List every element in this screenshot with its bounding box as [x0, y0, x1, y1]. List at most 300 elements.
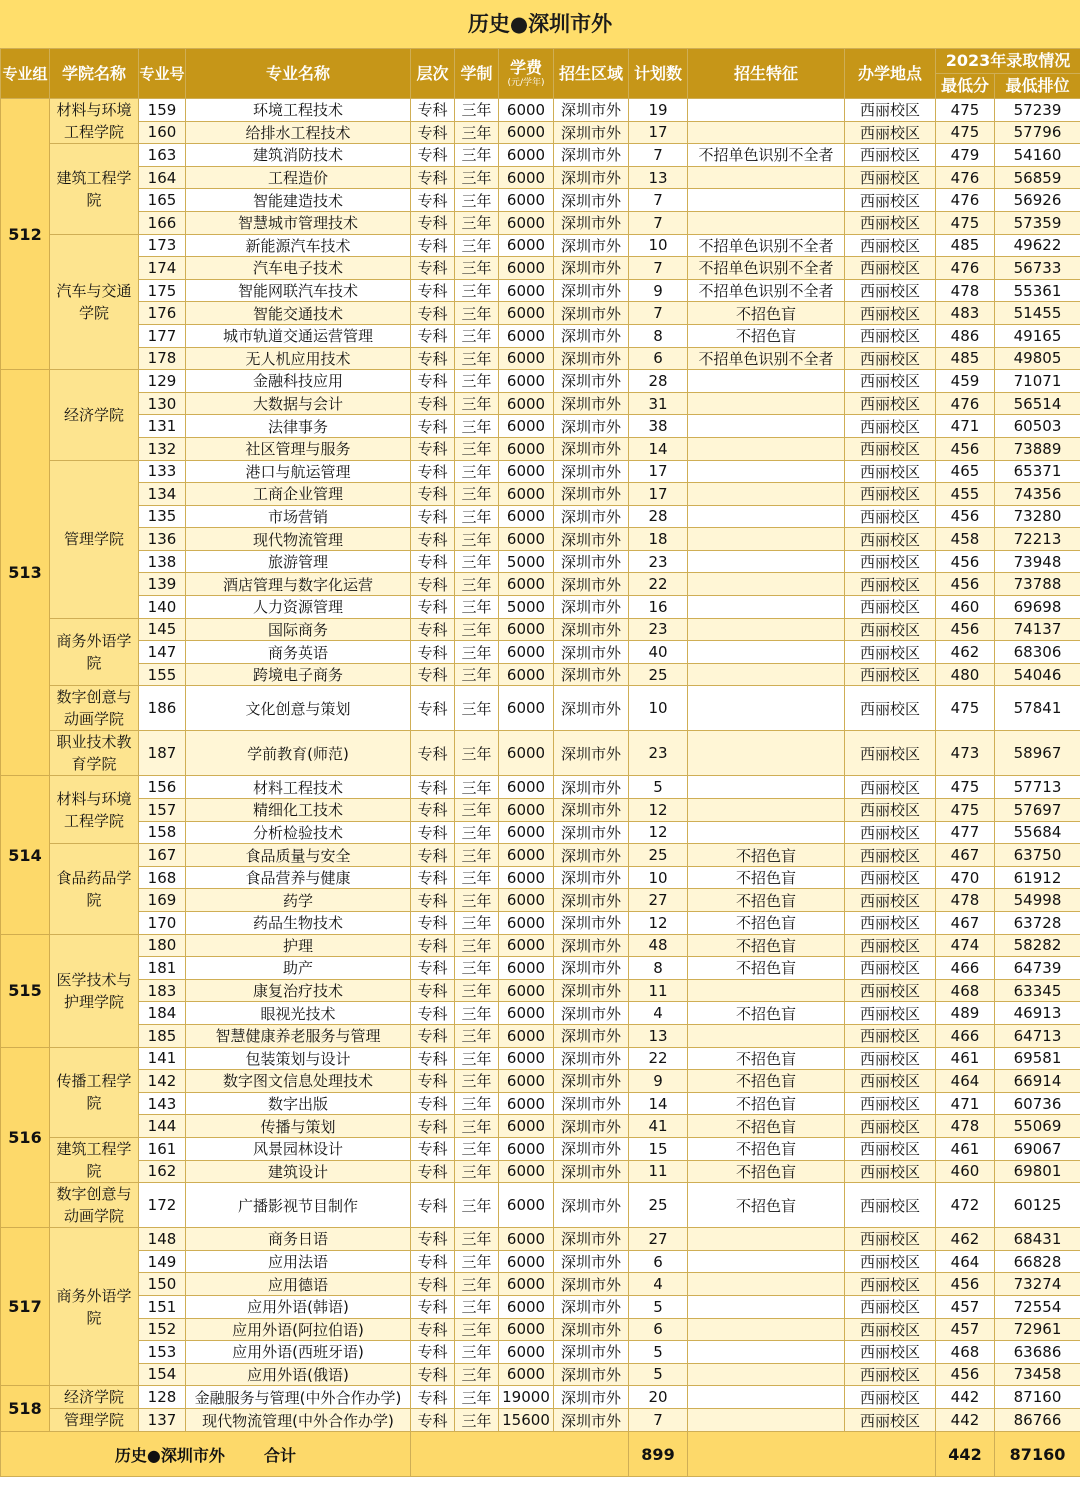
min-rank-cell: 56514 — [995, 392, 1080, 415]
min-score-cell: 471 — [936, 1092, 995, 1115]
header-2023: 2023年录取情况 — [936, 49, 1080, 74]
min-rank-cell: 65371 — [995, 460, 1080, 483]
min-rank-cell: 57239 — [995, 99, 1080, 122]
feature-cell — [688, 1228, 845, 1251]
min-rank-cell: 68431 — [995, 1228, 1080, 1251]
major-code-cell: 134 — [139, 483, 186, 506]
fee-cell: 6000 — [499, 641, 554, 664]
major-code-cell: 154 — [139, 1363, 186, 1386]
fee-cell: 6000 — [499, 934, 554, 957]
level-cell: 专科 — [411, 1070, 455, 1093]
major-code-cell: 141 — [139, 1047, 186, 1070]
feature-cell — [688, 415, 845, 438]
table-row — [1, 99, 1080, 122]
campus-cell: 西丽校区 — [845, 437, 936, 460]
fee-cell: 6000 — [499, 573, 554, 596]
college-cell: 建筑工程学院 — [50, 1137, 139, 1182]
duration-cell: 三年 — [455, 866, 499, 889]
min-rank-cell: 56733 — [995, 257, 1080, 280]
feature-cell — [688, 1250, 845, 1273]
major-code-cell: 186 — [139, 686, 186, 731]
duration-cell: 三年 — [455, 437, 499, 460]
min-rank-cell: 66828 — [995, 1250, 1080, 1273]
plan-cell: 13 — [629, 1024, 688, 1047]
level-cell: 专科 — [411, 1409, 455, 1432]
table-row — [1, 889, 1080, 912]
campus-cell: 西丽校区 — [845, 1386, 936, 1409]
level-cell: 专科 — [411, 1318, 455, 1341]
fee-cell: 6000 — [499, 1070, 554, 1093]
plan-cell: 38 — [629, 415, 688, 438]
footer-min-rank: 87160 — [995, 1432, 1080, 1477]
fee-cell: 19000 — [499, 1386, 554, 1409]
level-cell: 专科 — [411, 415, 455, 438]
region-cell: 深圳市外 — [554, 302, 629, 325]
min-score-cell: 475 — [936, 686, 995, 731]
level-cell: 专科 — [411, 211, 455, 234]
plan-cell: 22 — [629, 1047, 688, 1070]
region-cell: 深圳市外 — [554, 1047, 629, 1070]
campus-cell: 西丽校区 — [845, 844, 936, 867]
campus-cell: 西丽校区 — [845, 392, 936, 415]
region-cell: 深圳市外 — [554, 1273, 629, 1296]
major-code-cell: 133 — [139, 460, 186, 483]
college-cell: 商务外语学院 — [50, 618, 139, 686]
major-name-cell: 金融科技应用 — [186, 370, 411, 393]
fee-cell: 6000 — [499, 257, 554, 280]
major-code-cell: 175 — [139, 279, 186, 302]
campus-cell: 西丽校区 — [845, 550, 936, 573]
table-row — [1, 1115, 1080, 1138]
campus-cell: 西丽校区 — [845, 1318, 936, 1341]
plan-cell: 11 — [629, 979, 688, 1002]
min-rank-cell: 57713 — [995, 776, 1080, 799]
major-name-cell: 金融服务与管理(中外合作办学) — [186, 1386, 411, 1409]
plan-cell: 40 — [629, 641, 688, 664]
major-name-cell: 应用外语(韩语) — [186, 1295, 411, 1318]
region-cell: 深圳市外 — [554, 596, 629, 619]
min-score-cell: 456 — [936, 573, 995, 596]
level-cell: 专科 — [411, 166, 455, 189]
min-rank-cell: 73458 — [995, 1363, 1080, 1386]
min-score-cell: 455 — [936, 483, 995, 506]
region-cell: 深圳市外 — [554, 957, 629, 980]
level-cell: 专科 — [411, 370, 455, 393]
major-code-cell: 180 — [139, 934, 186, 957]
level-cell: 专科 — [411, 1273, 455, 1296]
major-name-cell: 工商企业管理 — [186, 483, 411, 506]
level-cell: 专科 — [411, 121, 455, 144]
major-code-cell: 128 — [139, 1386, 186, 1409]
campus-cell: 西丽校区 — [845, 776, 936, 799]
table-row — [1, 279, 1080, 302]
campus-cell: 西丽校区 — [845, 618, 936, 641]
campus-cell: 西丽校区 — [845, 121, 936, 144]
college-cell: 职业技术教育学院 — [50, 731, 139, 776]
major-name-cell: 国际商务 — [186, 618, 411, 641]
min-rank-cell: 54046 — [995, 663, 1080, 686]
plan-cell: 17 — [629, 121, 688, 144]
region-cell: 深圳市外 — [554, 1341, 629, 1364]
header-region: 招生区域 — [554, 49, 629, 99]
level-cell: 专科 — [411, 437, 455, 460]
campus-cell: 西丽校区 — [845, 1092, 936, 1115]
min-score-cell: 475 — [936, 99, 995, 122]
min-score-cell: 480 — [936, 663, 995, 686]
feature-cell: 不招色盲 — [688, 934, 845, 957]
plan-cell: 10 — [629, 866, 688, 889]
table-row — [1, 686, 1080, 731]
campus-cell: 西丽校区 — [845, 1137, 936, 1160]
level-cell: 专科 — [411, 596, 455, 619]
college-cell: 材料与环境工程学院 — [50, 776, 139, 844]
header-major: 专业名称 — [186, 49, 411, 99]
level-cell: 专科 — [411, 460, 455, 483]
level-cell: 专科 — [411, 144, 455, 167]
major-name-cell: 现代物流管理 — [186, 528, 411, 551]
footer-min-score: 442 — [936, 1432, 995, 1477]
major-code-cell: 158 — [139, 821, 186, 844]
plan-cell: 7 — [629, 211, 688, 234]
feature-cell — [688, 1295, 845, 1318]
fee-cell: 6000 — [499, 1341, 554, 1364]
min-rank-cell: 73948 — [995, 550, 1080, 573]
campus-cell: 西丽校区 — [845, 347, 936, 370]
min-score-cell: 483 — [936, 302, 995, 325]
min-score-cell: 456 — [936, 437, 995, 460]
level-cell: 专科 — [411, 189, 455, 212]
plan-cell: 6 — [629, 347, 688, 370]
major-name-cell: 跨境电子商务 — [186, 663, 411, 686]
min-rank-cell: 63750 — [995, 844, 1080, 867]
min-score-cell: 471 — [936, 415, 995, 438]
min-score-cell: 460 — [936, 596, 995, 619]
plan-cell: 25 — [629, 663, 688, 686]
major-code-cell: 147 — [139, 641, 186, 664]
duration-cell: 三年 — [455, 324, 499, 347]
plan-cell: 11 — [629, 1160, 688, 1183]
fee-cell: 6000 — [499, 844, 554, 867]
campus-cell: 西丽校区 — [845, 1363, 936, 1386]
header-min-score: 最低分 — [936, 74, 995, 99]
table-footer — [1, 1432, 1080, 1477]
region-cell: 深圳市外 — [554, 1092, 629, 1115]
page-title: 历史●深圳市外 — [0, 0, 1080, 48]
feature-cell: 不招单色识别不全者 — [688, 257, 845, 280]
duration-cell: 三年 — [455, 144, 499, 167]
table-row — [1, 528, 1080, 551]
major-name-cell: 建筑消防技术 — [186, 144, 411, 167]
major-name-cell: 应用德语 — [186, 1273, 411, 1296]
min-rank-cell: 72213 — [995, 528, 1080, 551]
region-cell: 深圳市外 — [554, 1137, 629, 1160]
level-cell: 专科 — [411, 257, 455, 280]
plan-cell: 5 — [629, 1295, 688, 1318]
duration-cell: 三年 — [455, 189, 499, 212]
campus-cell: 西丽校区 — [845, 279, 936, 302]
table-row — [1, 483, 1080, 506]
region-cell: 深圳市外 — [554, 889, 629, 912]
region-cell: 深圳市外 — [554, 1295, 629, 1318]
feature-cell — [688, 460, 845, 483]
duration-cell: 三年 — [455, 776, 499, 799]
major-code-cell: 184 — [139, 1002, 186, 1025]
duration-cell: 三年 — [455, 1070, 499, 1093]
level-cell: 专科 — [411, 1363, 455, 1386]
duration-cell: 三年 — [455, 573, 499, 596]
min-rank-cell: 72961 — [995, 1318, 1080, 1341]
level-cell: 专科 — [411, 279, 455, 302]
fee-cell: 6000 — [499, 392, 554, 415]
duration-cell: 三年 — [455, 1386, 499, 1409]
major-name-cell: 学前教育(师范) — [186, 731, 411, 776]
fee-cell: 6000 — [499, 912, 554, 935]
header-fee-unit: (元/学年) — [507, 78, 545, 88]
region-cell: 深圳市外 — [554, 1409, 629, 1432]
min-score-cell: 465 — [936, 460, 995, 483]
feature-cell: 不招色盲 — [688, 1002, 845, 1025]
level-cell: 专科 — [411, 799, 455, 822]
fee-cell: 6000 — [499, 866, 554, 889]
table-row — [1, 1363, 1080, 1386]
plan-cell: 19 — [629, 99, 688, 122]
duration-cell: 三年 — [455, 618, 499, 641]
region-cell: 深圳市外 — [554, 279, 629, 302]
campus-cell: 西丽校区 — [845, 460, 936, 483]
major-name-cell: 智能网联汽车技术 — [186, 279, 411, 302]
region-cell: 深圳市外 — [554, 844, 629, 867]
min-score-cell: 475 — [936, 776, 995, 799]
region-cell: 深圳市外 — [554, 1250, 629, 1273]
duration-cell: 三年 — [455, 483, 499, 506]
level-cell: 专科 — [411, 483, 455, 506]
major-name-cell: 广播影视节目制作 — [186, 1183, 411, 1228]
min-rank-cell: 64739 — [995, 957, 1080, 980]
fee-cell: 6000 — [499, 1183, 554, 1228]
major-code-cell: 173 — [139, 234, 186, 257]
min-score-cell: 476 — [936, 166, 995, 189]
plan-cell: 9 — [629, 279, 688, 302]
region-cell: 深圳市外 — [554, 415, 629, 438]
min-rank-cell: 58282 — [995, 934, 1080, 957]
min-rank-cell: 73788 — [995, 573, 1080, 596]
feature-cell: 不招色盲 — [688, 1137, 845, 1160]
feature-cell — [688, 821, 845, 844]
min-score-cell: 475 — [936, 799, 995, 822]
region-cell: 深圳市外 — [554, 1183, 629, 1228]
feature-cell — [688, 663, 845, 686]
major-name-cell: 大数据与会计 — [186, 392, 411, 415]
region-cell: 深圳市外 — [554, 1160, 629, 1183]
min-rank-cell: 73274 — [995, 1273, 1080, 1296]
plan-cell: 25 — [629, 1183, 688, 1228]
footer-label: 历史●深圳市外 — [114, 1445, 225, 1465]
campus-cell: 西丽校区 — [845, 1024, 936, 1047]
duration-cell: 三年 — [455, 686, 499, 731]
duration-cell: 三年 — [455, 957, 499, 980]
plan-cell: 28 — [629, 505, 688, 528]
feature-cell: 不招色盲 — [688, 912, 845, 935]
level-cell: 专科 — [411, 686, 455, 731]
feature-cell: 不招色盲 — [688, 1047, 845, 1070]
min-rank-cell: 60503 — [995, 415, 1080, 438]
level-cell: 专科 — [411, 731, 455, 776]
admission-table — [0, 48, 1080, 1477]
plan-cell: 7 — [629, 144, 688, 167]
campus-cell: 西丽校区 — [845, 166, 936, 189]
region-cell: 深圳市外 — [554, 1386, 629, 1409]
plan-cell: 7 — [629, 302, 688, 325]
min-score-cell: 461 — [936, 1047, 995, 1070]
fee-cell: 5000 — [499, 550, 554, 573]
table-body — [1, 99, 1080, 1432]
campus-cell: 西丽校区 — [845, 686, 936, 731]
min-rank-cell: 60736 — [995, 1092, 1080, 1115]
fee-cell: 6000 — [499, 1115, 554, 1138]
min-score-cell: 474 — [936, 934, 995, 957]
level-cell: 专科 — [411, 641, 455, 664]
min-score-cell: 456 — [936, 1363, 995, 1386]
level-cell: 专科 — [411, 1160, 455, 1183]
duration-cell: 三年 — [455, 1341, 499, 1364]
table-row — [1, 663, 1080, 686]
duration-cell: 三年 — [455, 528, 499, 551]
min-rank-cell: 58967 — [995, 731, 1080, 776]
plan-cell: 41 — [629, 1115, 688, 1138]
major-code-cell: 161 — [139, 1137, 186, 1160]
major-name-cell: 法律事务 — [186, 415, 411, 438]
major-name-cell: 材料工程技术 — [186, 776, 411, 799]
fee-cell: 6000 — [499, 144, 554, 167]
group-cell: 517 — [1, 1228, 50, 1386]
level-cell: 专科 — [411, 889, 455, 912]
feature-cell: 不招单色识别不全者 — [688, 144, 845, 167]
min-score-cell: 477 — [936, 821, 995, 844]
table-row — [1, 392, 1080, 415]
min-score-cell: 458 — [936, 528, 995, 551]
major-code-cell: 170 — [139, 912, 186, 935]
level-cell: 专科 — [411, 573, 455, 596]
plan-cell: 4 — [629, 1273, 688, 1296]
duration-cell: 三年 — [455, 1002, 499, 1025]
feature-cell — [688, 121, 845, 144]
feature-cell: 不招色盲 — [688, 1092, 845, 1115]
level-cell: 专科 — [411, 866, 455, 889]
duration-cell: 三年 — [455, 99, 499, 122]
major-name-cell: 汽车电子技术 — [186, 257, 411, 280]
campus-cell: 西丽校区 — [845, 370, 936, 393]
table-row — [1, 324, 1080, 347]
fee-cell: 6000 — [499, 279, 554, 302]
feature-cell — [688, 483, 845, 506]
table-row — [1, 618, 1080, 641]
feature-cell — [688, 189, 845, 212]
duration-cell: 三年 — [455, 1183, 499, 1228]
major-name-cell: 社区管理与服务 — [186, 437, 411, 460]
campus-cell: 西丽校区 — [845, 99, 936, 122]
major-name-cell: 应用外语(俄语) — [186, 1363, 411, 1386]
region-cell: 深圳市外 — [554, 731, 629, 776]
min-rank-cell: 61912 — [995, 866, 1080, 889]
table-row — [1, 1092, 1080, 1115]
table-row — [1, 347, 1080, 370]
duration-cell: 三年 — [455, 1092, 499, 1115]
duration-cell: 三年 — [455, 166, 499, 189]
header-campus: 办学地点 — [845, 49, 936, 99]
footer-plan-total: 899 — [629, 1432, 688, 1477]
region-cell: 深圳市外 — [554, 1318, 629, 1341]
min-score-cell: 467 — [936, 844, 995, 867]
min-score-cell: 457 — [936, 1318, 995, 1341]
campus-cell: 西丽校区 — [845, 189, 936, 212]
header-feature: 招生特征 — [688, 49, 845, 99]
min-score-cell: 464 — [936, 1250, 995, 1273]
major-name-cell: 眼视光技术 — [186, 1002, 411, 1025]
duration-cell: 三年 — [455, 211, 499, 234]
fee-cell: 15600 — [499, 1409, 554, 1432]
level-cell: 专科 — [411, 1092, 455, 1115]
level-cell: 专科 — [411, 663, 455, 686]
major-code-cell: 144 — [139, 1115, 186, 1138]
major-code-cell: 165 — [139, 189, 186, 212]
fee-cell: 6000 — [499, 1092, 554, 1115]
table-row — [1, 1386, 1080, 1409]
major-code-cell: 145 — [139, 618, 186, 641]
table-row — [1, 1047, 1080, 1070]
fee-cell: 6000 — [499, 1295, 554, 1318]
major-name-cell: 智能建造技术 — [186, 189, 411, 212]
table-row — [1, 641, 1080, 664]
campus-cell: 西丽校区 — [845, 1183, 936, 1228]
major-code-cell: 149 — [139, 1250, 186, 1273]
campus-cell: 西丽校区 — [845, 234, 936, 257]
feature-cell — [688, 1318, 845, 1341]
duration-cell: 三年 — [455, 392, 499, 415]
region-cell: 深圳市外 — [554, 618, 629, 641]
major-name-cell: 包装策划与设计 — [186, 1047, 411, 1070]
region-cell: 深圳市外 — [554, 505, 629, 528]
min-score-cell: 478 — [936, 889, 995, 912]
table-row — [1, 1318, 1080, 1341]
table-row — [1, 844, 1080, 867]
major-code-cell: 156 — [139, 776, 186, 799]
min-score-cell: 473 — [936, 731, 995, 776]
min-rank-cell: 55361 — [995, 279, 1080, 302]
region-cell: 深圳市外 — [554, 1070, 629, 1093]
plan-cell: 14 — [629, 1092, 688, 1115]
duration-cell: 三年 — [455, 1273, 499, 1296]
duration-cell: 三年 — [455, 279, 499, 302]
major-name-cell: 港口与航运管理 — [186, 460, 411, 483]
plan-cell: 23 — [629, 550, 688, 573]
min-rank-cell: 60125 — [995, 1183, 1080, 1228]
feature-cell — [688, 596, 845, 619]
min-score-cell: 456 — [936, 1273, 995, 1296]
major-name-cell: 智慧健康养老服务与管理 — [186, 1024, 411, 1047]
min-rank-cell: 57697 — [995, 799, 1080, 822]
major-code-cell: 187 — [139, 731, 186, 776]
table-row — [1, 370, 1080, 393]
min-score-cell: 442 — [936, 1386, 995, 1409]
table-row — [1, 731, 1080, 776]
campus-cell: 西丽校区 — [845, 1002, 936, 1025]
feature-cell: 不招色盲 — [688, 866, 845, 889]
major-code-cell: 152 — [139, 1318, 186, 1341]
header-min-rank: 最低排位 — [995, 74, 1080, 99]
min-score-cell: 442 — [936, 1409, 995, 1432]
table-row — [1, 1341, 1080, 1364]
plan-cell: 5 — [629, 776, 688, 799]
